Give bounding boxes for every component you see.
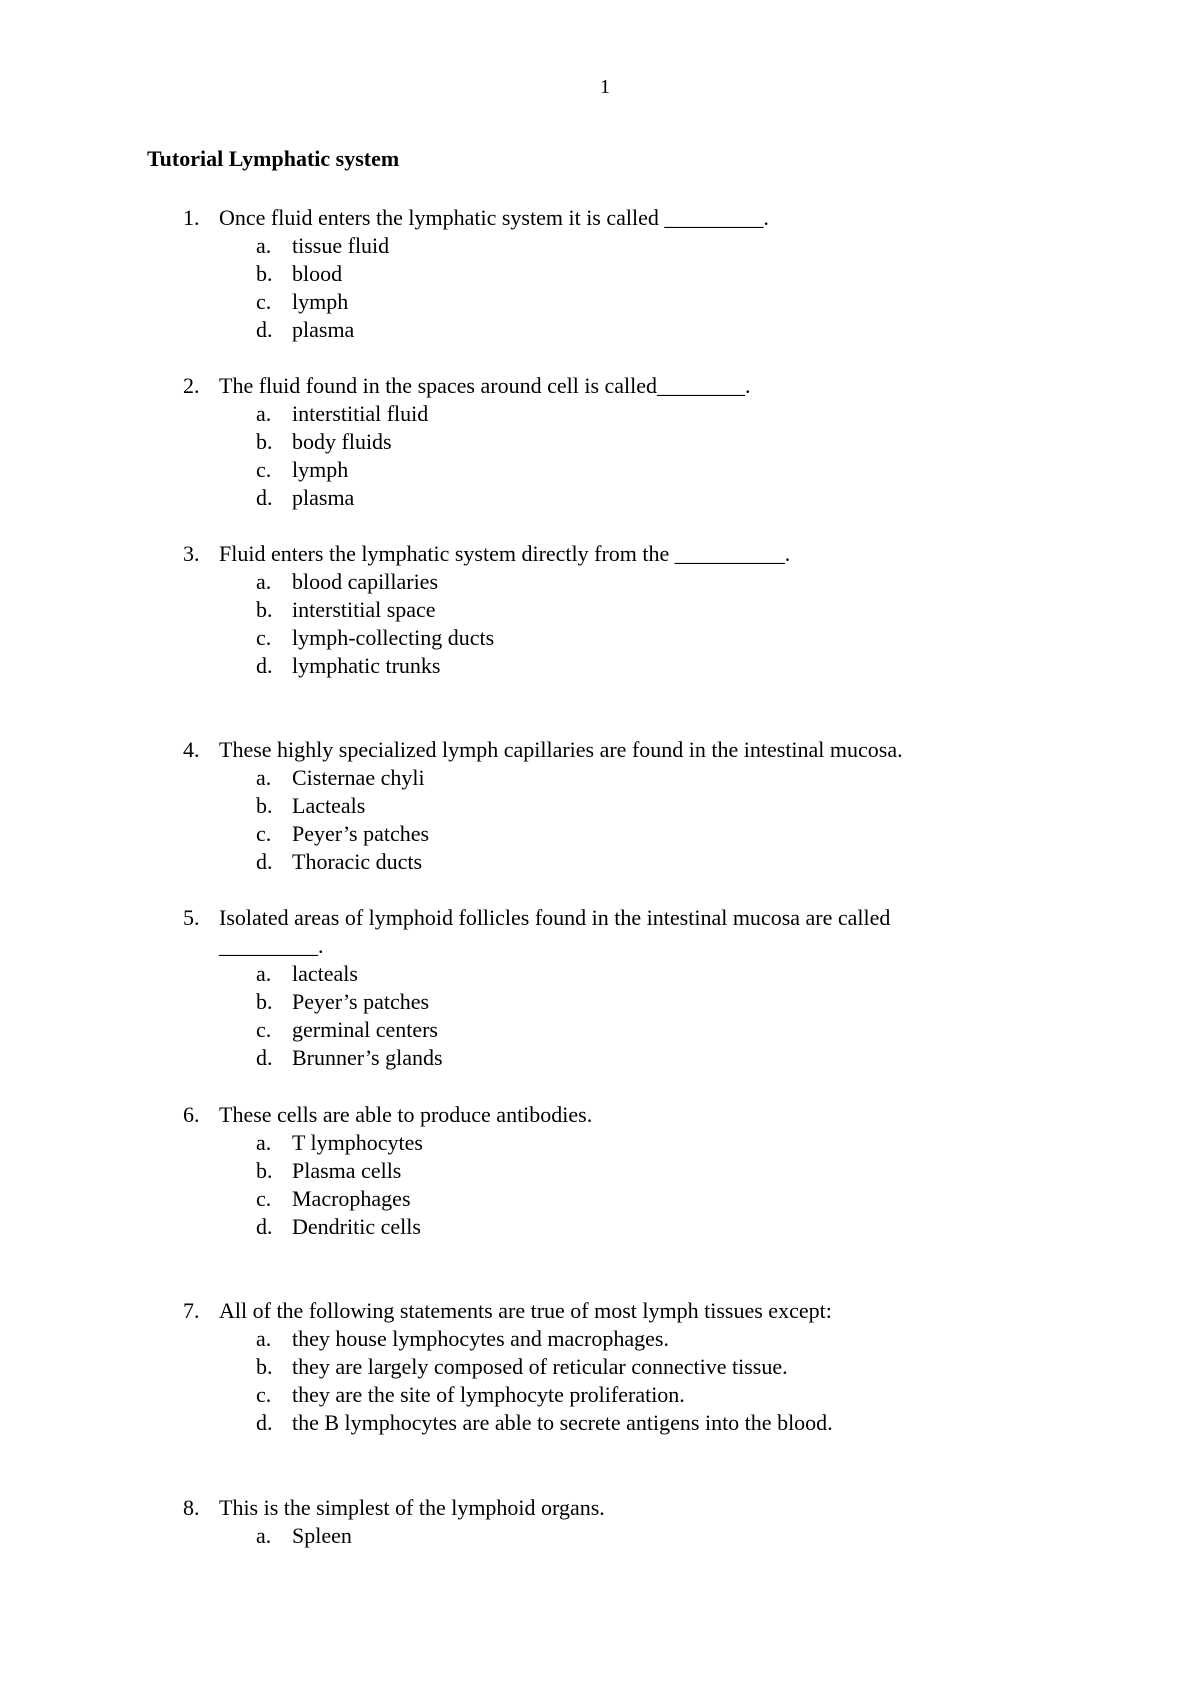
question-stem-line — [0, 204, 1200, 232]
option-letter: c. — [256, 1017, 272, 1042]
question-stem-line — [0, 540, 1200, 568]
answer-option — [0, 232, 1200, 260]
answer-option — [0, 960, 1200, 988]
option-letter: a. — [256, 765, 272, 790]
option-text: blood — [292, 261, 343, 286]
option-letter: d. — [256, 653, 273, 678]
option-text: Cisternae chyli — [292, 765, 425, 790]
question-text: The fluid found in the spaces around cell is called________. — [219, 373, 751, 398]
option-letter: a. — [256, 961, 272, 986]
option-letter: c. — [256, 821, 272, 846]
option-letter: d. — [256, 1214, 273, 1239]
answer-option — [0, 820, 1200, 848]
answer-option — [0, 988, 1200, 1016]
question-3 — [0, 540, 1200, 680]
question-text: This is the simplest of the lymphoid organs. — [219, 1495, 605, 1520]
question-stem-line — [0, 372, 1200, 400]
answer-option — [0, 1381, 1200, 1409]
option-text: Plasma cells — [292, 1158, 402, 1183]
option-text: interstitial fluid — [292, 401, 429, 426]
answer-option — [0, 652, 1200, 680]
answer-option — [0, 1409, 1200, 1437]
option-text: the B lymphocytes are able to secrete antigens into the blood. — [292, 1410, 833, 1435]
option-text: tissue fluid — [292, 233, 390, 258]
option-letter: c. — [256, 1382, 272, 1407]
option-letter: a. — [256, 1130, 272, 1155]
question-text: These highly specialized lymph capillaries are found in the intestinal mucosa. — [219, 737, 903, 762]
document-title: Tutorial Lymphatic system — [147, 146, 400, 171]
option-text: Macrophages — [292, 1186, 411, 1211]
answer-option — [0, 568, 1200, 596]
option-text: lymph — [292, 289, 349, 314]
option-letter: b. — [256, 793, 273, 818]
option-text: they are the site of lymphocyte proliferation. — [292, 1382, 685, 1407]
question-number: 6. — [183, 1102, 200, 1127]
answer-option — [0, 792, 1200, 820]
question-stem-line — [0, 1494, 1200, 1522]
answer-option — [0, 1129, 1200, 1157]
option-letter: d. — [256, 317, 273, 342]
page-number: 1 — [600, 76, 610, 98]
question-text: Fluid enters the lymphatic system directly from the __________. — [219, 541, 791, 566]
option-letter: a. — [256, 1326, 272, 1351]
answer-option — [0, 1353, 1200, 1381]
question-text: All of the following statements are true of most lymph tissues except: — [219, 1298, 832, 1323]
question-stem-line — [0, 1297, 1200, 1325]
answer-option — [0, 1325, 1200, 1353]
question-stem-line — [0, 1101, 1200, 1129]
answer-option — [0, 1213, 1200, 1241]
answer-option — [0, 260, 1200, 288]
option-letter: a. — [256, 401, 272, 426]
option-letter: a. — [256, 569, 272, 594]
option-letter: b. — [256, 989, 273, 1014]
option-text: they house lymphocytes and macrophages. — [292, 1326, 669, 1351]
option-letter: b. — [256, 429, 273, 454]
option-text: germinal centers — [292, 1017, 438, 1042]
option-letter: b. — [256, 1354, 273, 1379]
option-letter: a. — [256, 1523, 272, 1548]
answer-option — [0, 1016, 1200, 1044]
option-text: Thoracic ducts — [292, 849, 423, 874]
option-text: T lymphocytes — [292, 1130, 423, 1155]
answer-option — [0, 1157, 1200, 1185]
answer-option — [0, 1044, 1200, 1072]
question-6 — [0, 1101, 1200, 1241]
option-text: Peyer’s patches — [292, 821, 430, 846]
question-2 — [0, 372, 1200, 512]
option-text: plasma — [292, 485, 355, 510]
option-text: lacteals — [292, 961, 358, 986]
answer-option — [0, 428, 1200, 456]
answer-option — [0, 400, 1200, 428]
question-5 — [0, 904, 1200, 1072]
question-number: 7. — [183, 1298, 200, 1323]
option-letter: a. — [256, 233, 272, 258]
question-4 — [0, 736, 1200, 876]
option-letter: b. — [256, 597, 273, 622]
option-letter: c. — [256, 1186, 272, 1211]
answer-option — [0, 624, 1200, 652]
option-text: lymphatic trunks — [292, 653, 441, 678]
answer-option — [0, 848, 1200, 876]
question-text: _________. — [219, 933, 324, 958]
question-7 — [0, 1297, 1200, 1437]
option-letter: d. — [256, 1045, 273, 1070]
option-letter: d. — [256, 1410, 273, 1435]
option-text: Brunner’s glands — [292, 1045, 443, 1070]
answer-option — [0, 1185, 1200, 1213]
option-letter: b. — [256, 1158, 273, 1183]
question-1 — [0, 204, 1200, 344]
option-text: lymph — [292, 457, 349, 482]
question-text: Once fluid enters the lymphatic system it is called _________. — [219, 205, 769, 230]
answer-option — [0, 1522, 1200, 1550]
option-letter: c. — [256, 457, 272, 482]
question-number: 1. — [183, 205, 200, 230]
answer-option — [0, 456, 1200, 484]
question-number: 4. — [183, 737, 200, 762]
option-text: interstitial space — [292, 597, 436, 622]
question-stem-line — [0, 904, 1200, 932]
question-stem-line — [0, 932, 1200, 960]
option-text: blood capillaries — [292, 569, 439, 594]
answer-option — [0, 484, 1200, 512]
option-letter: c. — [256, 289, 272, 314]
answer-option — [0, 316, 1200, 344]
option-text: body fluids — [292, 429, 392, 454]
question-8 — [0, 1494, 1200, 1550]
option-text: lymph-collecting ducts — [292, 625, 495, 650]
option-text: Lacteals — [292, 793, 366, 818]
option-text: Spleen — [292, 1523, 352, 1548]
answer-option — [0, 596, 1200, 624]
question-number: 8. — [183, 1495, 200, 1520]
option-letter: b. — [256, 261, 273, 286]
option-text: Dendritic cells — [292, 1214, 421, 1239]
option-letter: d. — [256, 849, 273, 874]
option-text: plasma — [292, 317, 355, 342]
question-number: 3. — [183, 541, 200, 566]
option-letter: d. — [256, 485, 273, 510]
question-number: 5. — [183, 905, 200, 930]
question-number: 2. — [183, 373, 200, 398]
answer-option — [0, 288, 1200, 316]
question-stem-line — [0, 736, 1200, 764]
option-letter: c. — [256, 625, 272, 650]
option-text: they are largely composed of reticular connective tissue. — [292, 1354, 788, 1379]
option-text: Peyer’s patches — [292, 989, 430, 1014]
question-text: Isolated areas of lymphoid follicles found in the intestinal mucosa are called — [219, 905, 891, 930]
question-text: These cells are able to produce antibodies. — [219, 1102, 593, 1127]
answer-option — [0, 764, 1200, 792]
